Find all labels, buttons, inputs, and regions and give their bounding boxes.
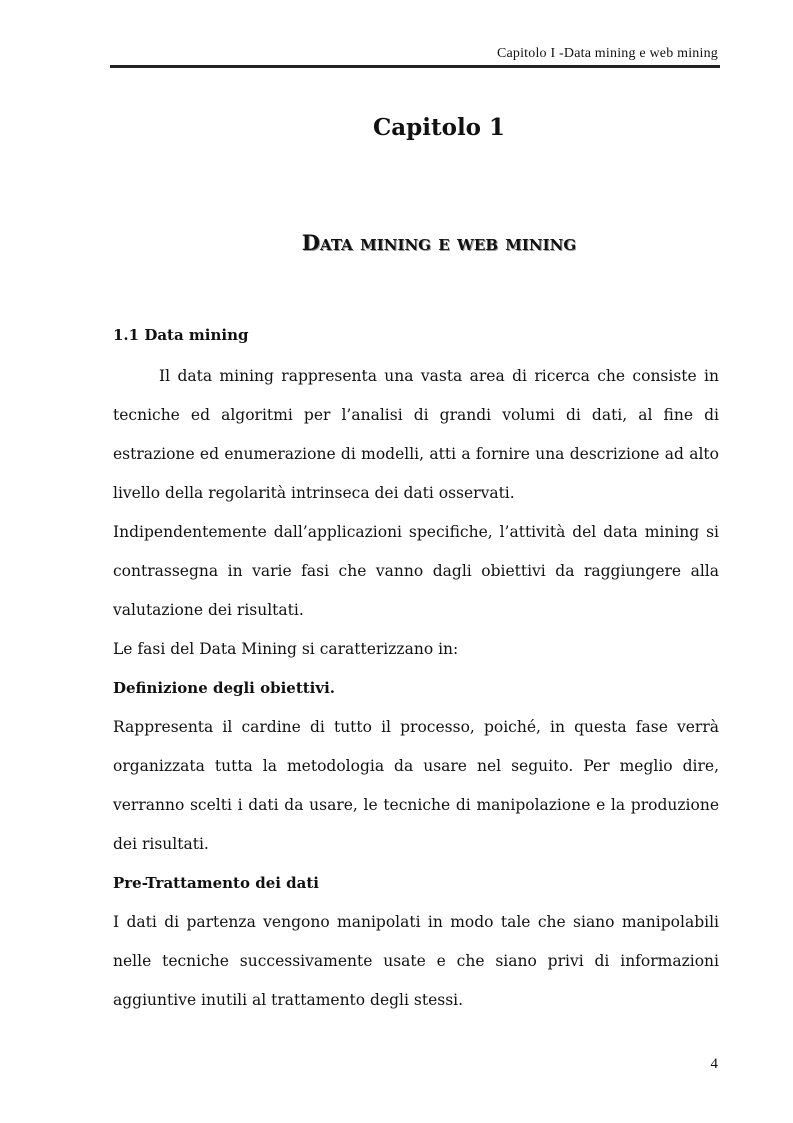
- paragraph-objectives: Rappresenta il cardine di tutto il processo, poiché, in questa fase verrà organizzata tutta la metodologia da usare nel seguito. Per meglio dire, verranno scelti i dati da usare, le tecniche di manipolazione e la produzione dei risultati.: [113, 718, 719, 853]
- chapter-title: Capitolo 1: [372, 114, 506, 141]
- paragraph-intro: Il data mining rappresenta una vasta area di ricerca che consiste in tecniche ed algoritmi per l’analisi di grandi volumi di dati, al fine di estrazione ed enumerazione di modelli, atti a fornire una descrizione ad alto livello della regolarità intrinseca dei dati osservati.: [113, 367, 719, 502]
- page-number: 4: [710, 1056, 718, 1072]
- paragraph-phases: Indipendentemente dall’applicazioni specifiche, l’attività del data mining si contrassegna in varie fasi che vanno dagli obiettivi da raggiungere alla valutazione dei risultati.: [113, 523, 719, 619]
- paragraph-pretreatment: I dati di partenza vengono manipolati in modo tale che siano manipolabili nelle tecniche successivamente usate e che siano privi di informazioni aggiuntive inutili al trattamento degli stessi.: [113, 913, 719, 1009]
- paragraph-phases-list-intro: Le fasi del Data Mining si caratterizzano in:: [113, 640, 459, 658]
- section-heading: 1.1 Data mining: [113, 326, 249, 344]
- subheading-objectives: Definizione degli obiettivi.: [113, 679, 336, 697]
- subheading-pretreatment: Pre-Trattamento dei dati: [113, 874, 320, 892]
- running-header: Capitolo I -Data mining e web mining: [496, 46, 718, 61]
- header-rule: [110, 65, 720, 68]
- chapter-subtitle: Data mining e web mining: [301, 230, 577, 255]
- body-text: [113, 357, 719, 1020]
